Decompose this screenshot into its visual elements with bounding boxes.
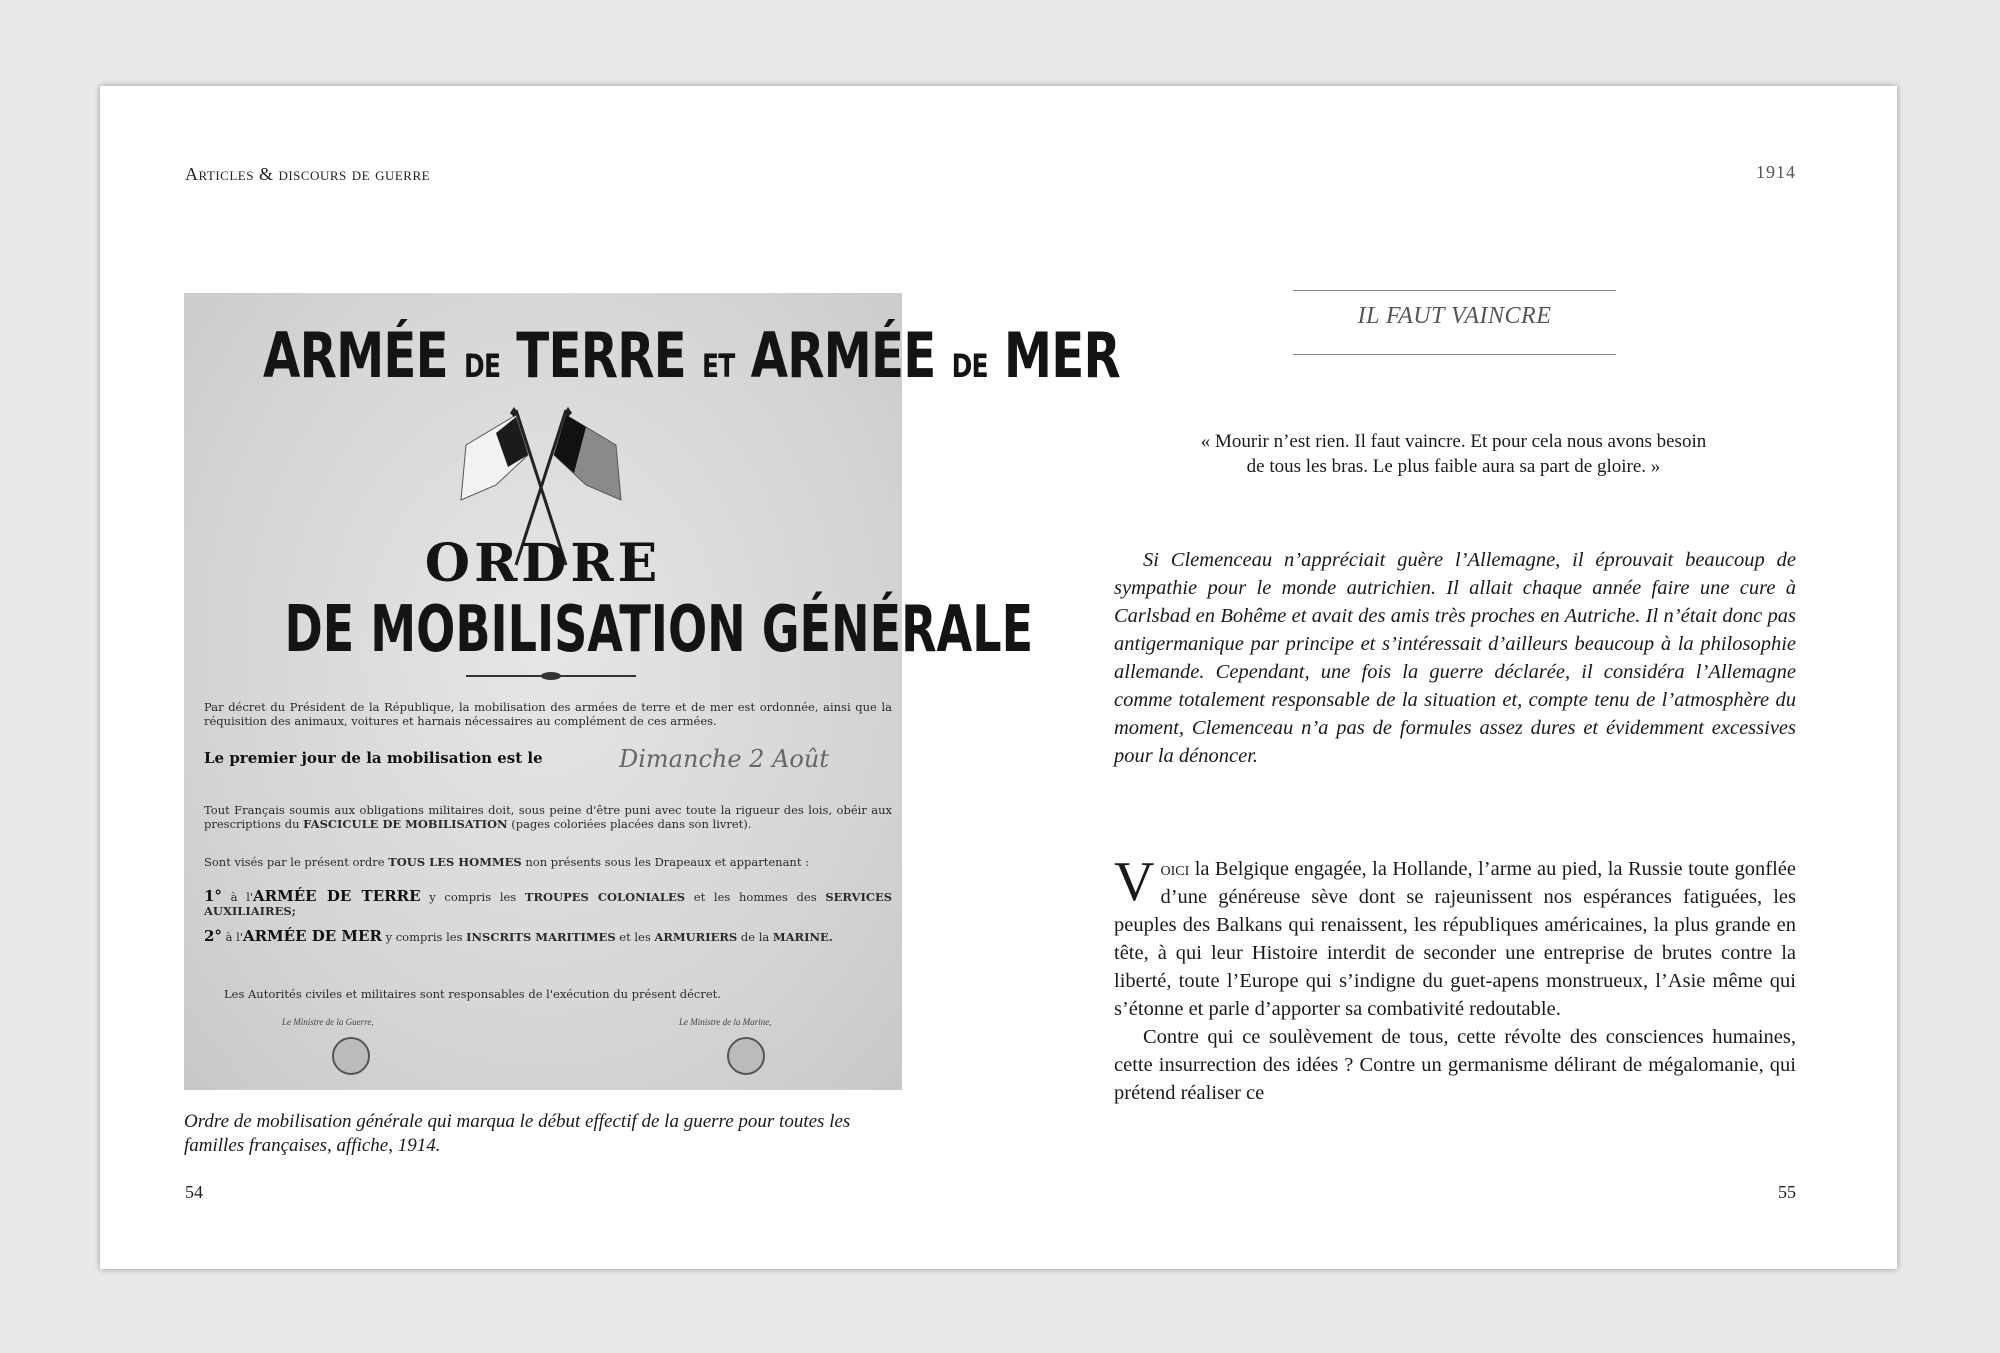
figure-caption: Ordre de mobilisation générale qui marqua le début effectif de la guerre pour toutes les familles françaises, affiche, 1914. [184,1111,851,1156]
chapter-title: IL FAUT VAINCRE [1357,303,1552,329]
poster-sign-guerre: Le Ministre de la Guerre, [282,1017,374,1027]
poster-ornament-rule [466,675,636,677]
poster-sign-marine: Le Ministre de la Marine, [679,1017,772,1027]
title-rule-bottom [1293,354,1616,355]
book-spread [100,86,1897,1269]
body-text [1114,851,1796,1107]
body-paragraph-2: Contre qui ce soulèvement de tous, cette révolte des consciences humaines, cette insurrection des idées ? Contre un germanisme délirant de mégalomanie, qui prétend réaliser ce [1114,1026,1796,1104]
poster-handwritten-date: Dimanche 2 Août [619,745,829,773]
poster-ordre: ORDRE [424,533,662,594]
poster-autorites-text: Les Autorités civiles et militaires sont responsables de l'exécution du présent décret. [224,987,721,1001]
intro-paragraph: Si Clemenceau n’appréciait guère l’Allemagne, il éprouvait beaucoup de sympathie pour le monde autrichien. Il allait chaque année faire une cure à Carlsbad en Bohême et avait des amis très proches en Autriche. Il n’était donc pas antigermanique par principe et s’intéressait d’ailleurs beaucoup à la philosophie allemande. Cependant, une fois la guerre déclarée, il considéra l’Allemagne comme totalement responsable de la situation et, compte tenu de l’atmosphère du moment, Clemenceau n’a pas de formules assez dures et évidemment excessives pour la dénoncer. [1114,549,1796,767]
page-number-right: 55 [1778,1182,1796,1202]
poster-decree-text: Par décret du Président de la République, la mobilisation des armées de terre et de mer est ordonnée, ainsi que la réquisition des animaux, voitures et harnais nécessaires au complément de ces armées. [204,700,892,728]
body-paragraph-1: Voici la Belgique engagée, la Hollande, l’arme au pied, la Russie toute gonflée d’une généreuse sève dont se rajeunissent nos espérances fatiguées, les peuples des Balkans qui renaissent, les républiques américaines, la plus grande en tête, à qui leur Histoire interdit de seconder une entreprise de brutes contre la liberté, toute l’Europe qui s’indigne du guet-apens monstrueux, l’Asie même qui s’étonne et parle d’apporter sa combativité redoutable. [1114,851,1796,1020]
lead-small-caps: oici [1160,858,1190,880]
seal-guerre-icon [332,1037,370,1075]
poster-headline: ARMÉE DE TERRE ET ARMÉE DE MER [262,319,1120,392]
drop-cap: V [1114,851,1155,913]
epigraph-quote: « Mourir n’est rien. Il faut vaincre. Et pour cela nous avons besoin de tous les bras. Le plus faible aura sa part de gloire. » [1200,431,1707,477]
poster-obligations-text: Tout Français soumis aux obligations militaires doit, sous peine d'être puni avec toute la rigueur des lois, obéir aux prescriptions du FASCICULE DE MOBILISATION (pages coloriées placées dans son livret). [204,803,892,831]
mobilisation-poster-image [184,293,1120,1090]
running-head-left: Articles & discours de guerre [185,164,431,184]
poster-vises-text: Sont visés par le présent ordre TOUS LES HOMMES non présents sous les Drapeaux et appartenant : [204,855,809,869]
title-rule-top [1293,290,1616,291]
page-number-left: 54 [185,1182,203,1202]
poster-item-armee-mer: 2° à l'ARMÉE DE MER y compris les INSCRITS MARITIMES et les ARMURIERS de la MARINE. [204,927,833,945]
seal-marine-icon [727,1037,765,1075]
poster-item-armee-terre: 1° à l'ARMÉE DE TERRE y compris les TROUPES COLONIALES et les hommes des SERVICES AUXILIAIRES; [204,887,893,918]
poster-mobilisation-title: DE MOBILISATION GÉNÉRALE [284,593,1034,667]
running-head-right: 1914 [1756,162,1796,182]
poster-first-day: Le premier jour de la mobilisation est le [204,749,543,767]
